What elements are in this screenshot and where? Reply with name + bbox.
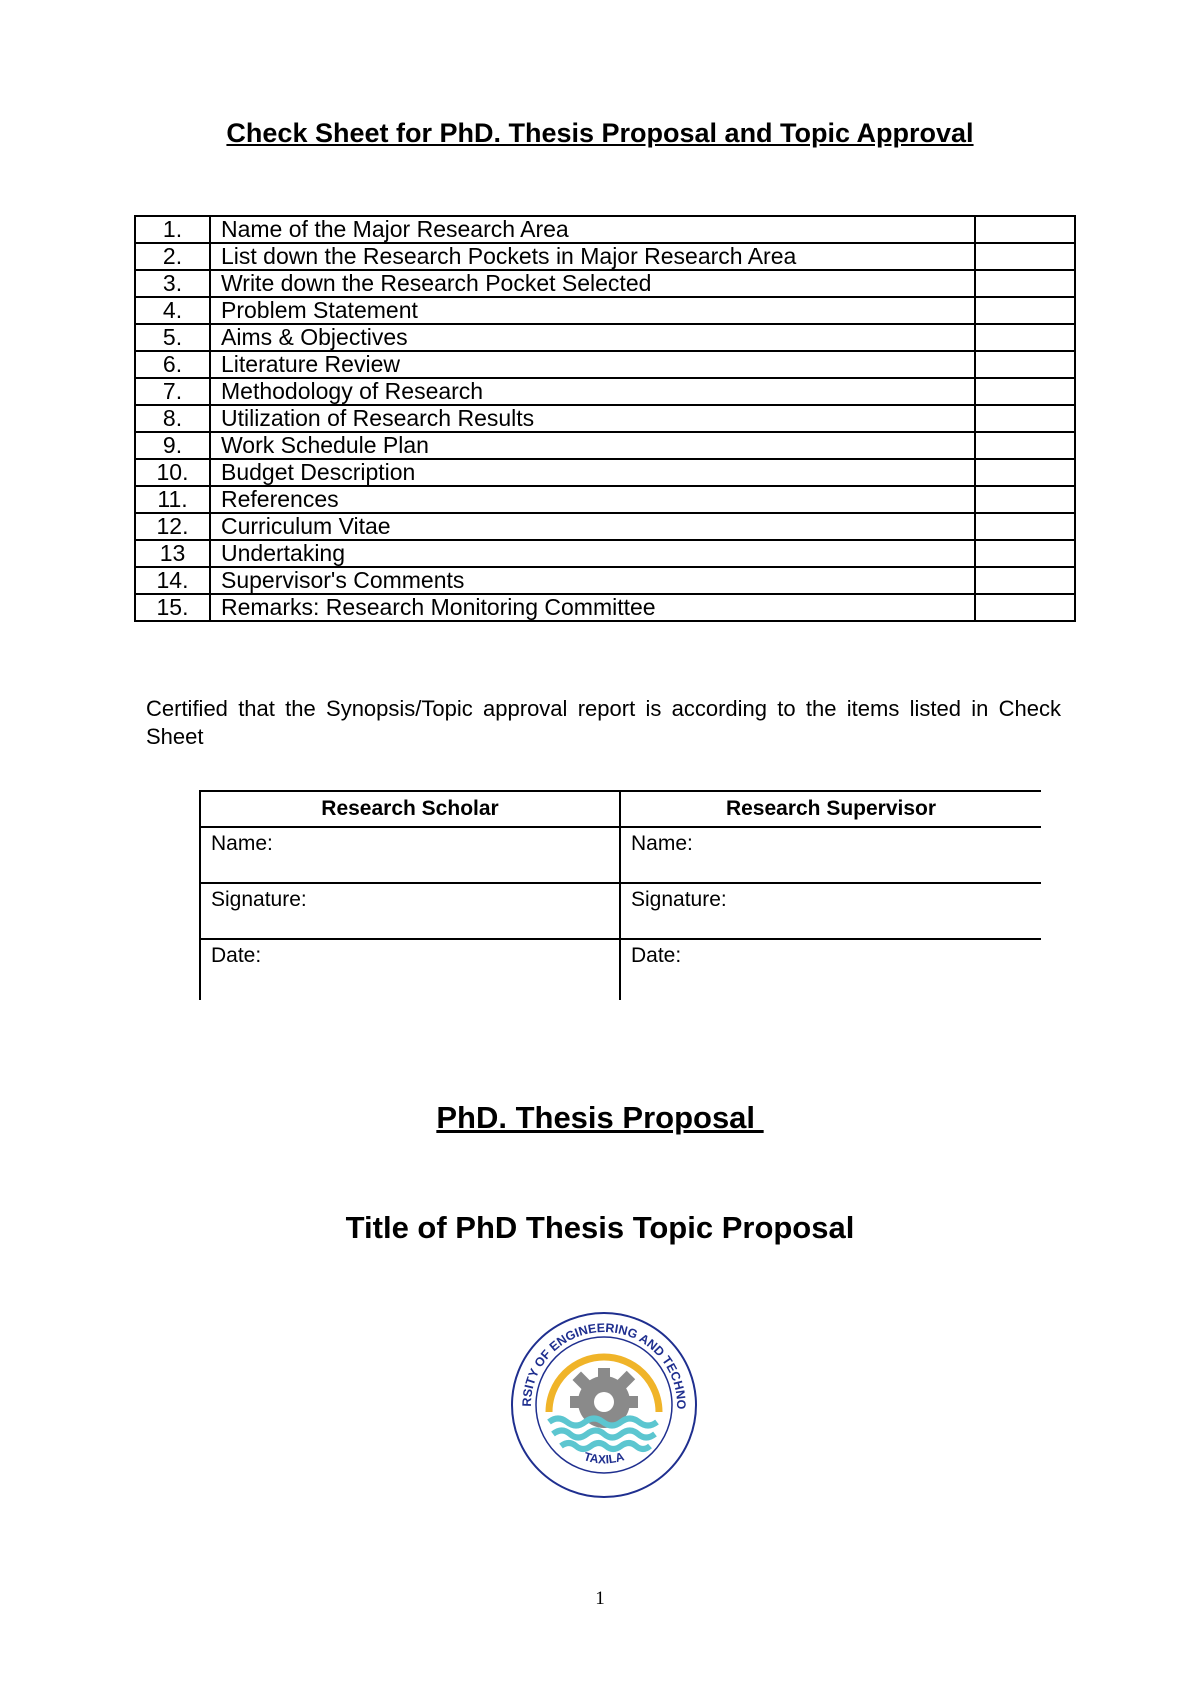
item-number: 5.: [135, 324, 210, 351]
item-number: 4.: [135, 297, 210, 324]
item-label: Name of the Major Research Area: [210, 216, 975, 243]
proposal-title: Title of PhD Thesis Topic Proposal: [345, 1210, 855, 1245]
name-row: [200, 827, 1041, 883]
item-number: 1.: [135, 216, 210, 243]
item-label: Work Schedule Plan: [210, 432, 975, 459]
item-label: Undertaking: [210, 540, 975, 567]
check-sheet-title: Check Sheet for PhD. Thesis Proposal and Topic Approval: [226, 118, 974, 148]
item-label: List down the Research Pockets in Major Research Area: [210, 243, 975, 270]
check-cell[interactable]: [975, 243, 1075, 270]
check-cell[interactable]: [975, 378, 1075, 405]
item-label: Supervisor's Comments: [210, 567, 975, 594]
item-number: 15.: [135, 594, 210, 621]
item-label: Utilization of Research Results: [210, 405, 975, 432]
supervisor-name-field[interactable]: Name:: [620, 827, 1041, 883]
check-cell[interactable]: [975, 432, 1075, 459]
seal-bottom-text: TAXILA: [582, 1449, 626, 1467]
checklist-row: [135, 567, 1075, 594]
check-cell[interactable]: [975, 459, 1075, 486]
signature-header-row: [200, 791, 1041, 827]
university-seal-icon: [509, 1310, 699, 1500]
checklist-row: [135, 378, 1075, 405]
item-label: Problem Statement: [210, 297, 975, 324]
checklist-row: [135, 405, 1075, 432]
checklist-row: [135, 594, 1075, 621]
check-cell[interactable]: [975, 540, 1075, 567]
date-row: [200, 939, 1041, 1000]
item-number: 8.: [135, 405, 210, 432]
checklist-row: [135, 432, 1075, 459]
scholar-signature-field[interactable]: Signature:: [200, 883, 620, 939]
item-number: 2.: [135, 243, 210, 270]
certification-text: Certified that the Synopsis/Topic approval report is according to the items listed in Check Sheet: [146, 696, 1061, 749]
scholar-date-field[interactable]: Date:: [200, 939, 620, 1000]
checklist-row: [135, 351, 1075, 378]
item-label: Remarks: Research Monitoring Committee: [210, 594, 975, 621]
item-label: References: [210, 486, 975, 513]
item-number: 13: [135, 540, 210, 567]
research-supervisor-header: Research Supervisor: [620, 791, 1041, 827]
proposal-heading: PhD. Thesis Proposal: [436, 1100, 764, 1135]
item-label: Aims & Objectives: [210, 324, 975, 351]
item-label: Literature Review: [210, 351, 975, 378]
checklist-row: [135, 540, 1075, 567]
university-logo-icon: [509, 1310, 699, 1500]
item-number: 10.: [135, 459, 210, 486]
checklist-row: [135, 297, 1075, 324]
seal-ring-text: RSITY OF ENGINEERING AND TECHNO: [519, 1320, 689, 1410]
checklist-row: [135, 243, 1075, 270]
item-number: 7.: [135, 378, 210, 405]
supervisor-signature-field[interactable]: Signature:: [620, 883, 1041, 939]
checklist-table: [134, 215, 1076, 622]
check-cell[interactable]: [975, 324, 1075, 351]
check-cell[interactable]: [975, 594, 1075, 621]
supervisor-date-field[interactable]: Date:: [620, 939, 1041, 1000]
item-label: Write down the Research Pocket Selected: [210, 270, 975, 297]
item-label: Methodology of Research: [210, 378, 975, 405]
checklist-row: [135, 459, 1075, 486]
item-label: Curriculum Vitae: [210, 513, 975, 540]
item-number: 11.: [135, 486, 210, 513]
check-cell[interactable]: [975, 567, 1075, 594]
signature-table: [199, 790, 1041, 1000]
page-number: 1: [595, 1588, 605, 1609]
item-number: 12.: [135, 513, 210, 540]
item-number: 9.: [135, 432, 210, 459]
item-label: Budget Description: [210, 459, 975, 486]
item-number: 14.: [135, 567, 210, 594]
item-number: 6.: [135, 351, 210, 378]
research-scholar-header: Research Scholar: [200, 791, 620, 827]
check-cell[interactable]: [975, 486, 1075, 513]
checklist-row: [135, 324, 1075, 351]
checklist-row: [135, 513, 1075, 540]
check-cell[interactable]: [975, 297, 1075, 324]
check-cell[interactable]: [975, 405, 1075, 432]
checklist-row: [135, 486, 1075, 513]
signature-row: [200, 883, 1041, 939]
item-number: 3.: [135, 270, 210, 297]
check-cell[interactable]: [975, 216, 1075, 243]
check-cell[interactable]: [975, 513, 1075, 540]
check-cell[interactable]: [975, 270, 1075, 297]
checklist-row: [135, 216, 1075, 243]
checklist-row: [135, 270, 1075, 297]
check-cell[interactable]: [975, 351, 1075, 378]
scholar-name-field[interactable]: Name:: [200, 827, 620, 883]
